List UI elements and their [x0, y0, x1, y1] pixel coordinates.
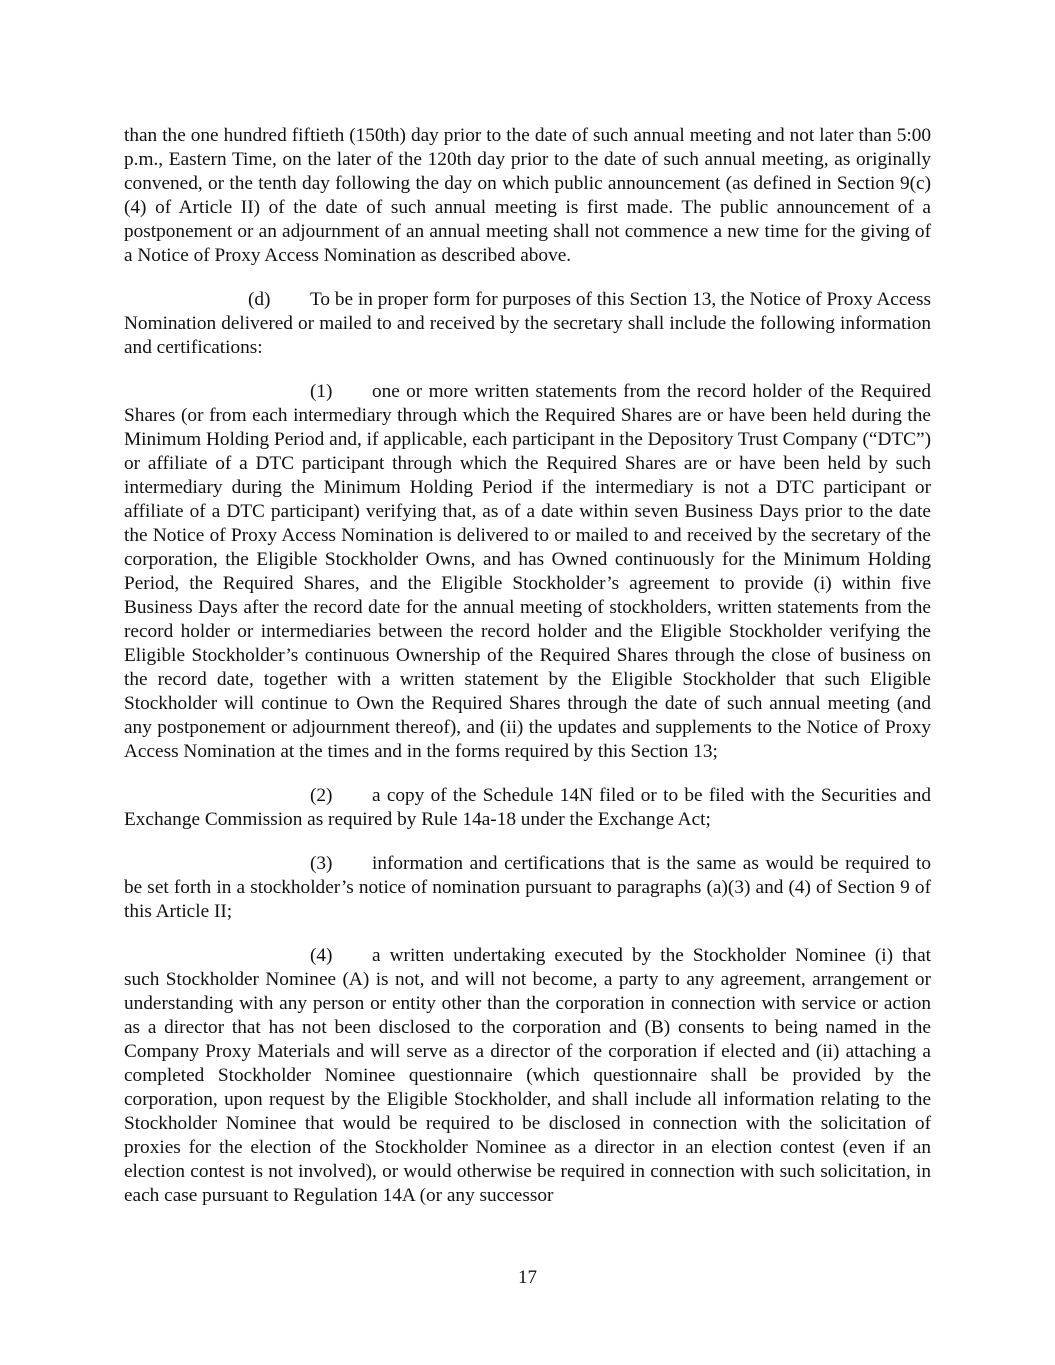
paragraph-marker: (2) — [310, 785, 333, 806]
paragraph-text: a written undertaking executed by the Stockholder Nominee (i) that such Stockholder Nominee (A) is not, and will not become, a party to any agreement, arrangement or understanding with any person or entity other than the corporation in connection with service or action as a director that has not been disclosed to the corporation and (B) consents to being named in the Company Proxy Materials and will serve as a director of the corporation if elected and (ii) attaching a completed Stockholder Nominee questionnaire (which questionnaire shall be provided by the corporation, upon request by the Eligible Stockholder, and shall include all information relating to the Stockholder Nominee that would be required to be disclosed in connection with the solicitation of proxies for the election of the Stockholder Nominee as a director in an election contest (even if an election contest is not involved), or would otherwise be required in connection with such solicitation, in each case pursuant to Regulation 14A (or any successor — [124, 945, 931, 1206]
paragraph-marker: (1) — [310, 381, 333, 402]
paragraph-3 — [124, 852, 931, 924]
paragraph-1 — [124, 380, 931, 764]
paragraph-text: than the one hundred fiftieth (150th) day prior to the date of such annual meeting and not later than 5:00 p.m., Eastern Time, on the later of the 120th day prior to the date of such annual meeting, as originally convened, or the tenth day following the day on which public announcement (as defined in Section 9(c)(4) of Article II) of the date of such annual meeting is first made. The public announcement of a postponement or an adjournment of an annual meeting shall not commence a new time for the giving of a Notice of Proxy Access Nomination as described above. — [124, 125, 931, 266]
paragraph-d — [124, 288, 931, 360]
paragraph-continuation — [124, 124, 931, 268]
paragraph-2 — [124, 784, 931, 832]
paragraph-marker: (d) — [248, 289, 271, 310]
paragraph-text: information and certifications that is the same as would be required to be set forth in a stockholder’s notice of nomination pursuant to paragraphs (a)(3) and (4) of Section 9 of this Article II; — [124, 853, 931, 922]
paragraph-marker: (4) — [310, 945, 333, 966]
paragraph-text: one or more written statements from the record holder of the Required Shares (or from each intermediary through which the Required Shares are or have been held during the Minimum Holding Period and, if applicable, each participant in the Depository Trust Company (“DTC”) or affiliate of a DTC participant through which the Required Shares are or have been held by such intermediary during the Minimum Holding Period if the intermediary is not a DTC participant or affiliate of a DTC participant) verifying that, as of a date within seven Business Days prior to the date the Notice of Proxy Access Nomination is delivered to or mailed to and received by the secretary of the corporation, the Eligible Stockholder Owns, and has Owned continuously for the Minimum Holding Period, the Required Shares, and the Eligible Stockholder’s agreement to provide (i) within five Business Days after the record date for the annual meeting of stockholders, written statements from the record holder or intermediaries between the record holder and the Eligible Stockholder verifying the Eligible Stockholder’s continuous Ownership of the Required Shares through the close of business on the record date, together with a written statement by the Eligible Stockholder that such Eligible Stockholder will continue to Own the Required Shares through the date of such annual meeting (and any postponement or adjournment thereof), and (ii) the updates and supplements to the Notice of Proxy Access Nomination at the times and in the forms required by this Section 13; — [124, 381, 931, 762]
paragraph-4 — [124, 944, 931, 1208]
document-page — [124, 124, 931, 1228]
paragraph-text: To be in proper form for purposes of this Section 13, the Notice of Proxy Access Nomination delivered or mailed to and received by the secretary shall include the following information and certifications: — [124, 289, 931, 358]
paragraph-marker: (3) — [310, 853, 333, 874]
page-number: 17 — [518, 1267, 537, 1288]
paragraph-text: a copy of the Schedule 14N filed or to be filed with the Securities and Exchange Commission as required by Rule 14a-18 under the Exchange Act; — [124, 785, 931, 830]
